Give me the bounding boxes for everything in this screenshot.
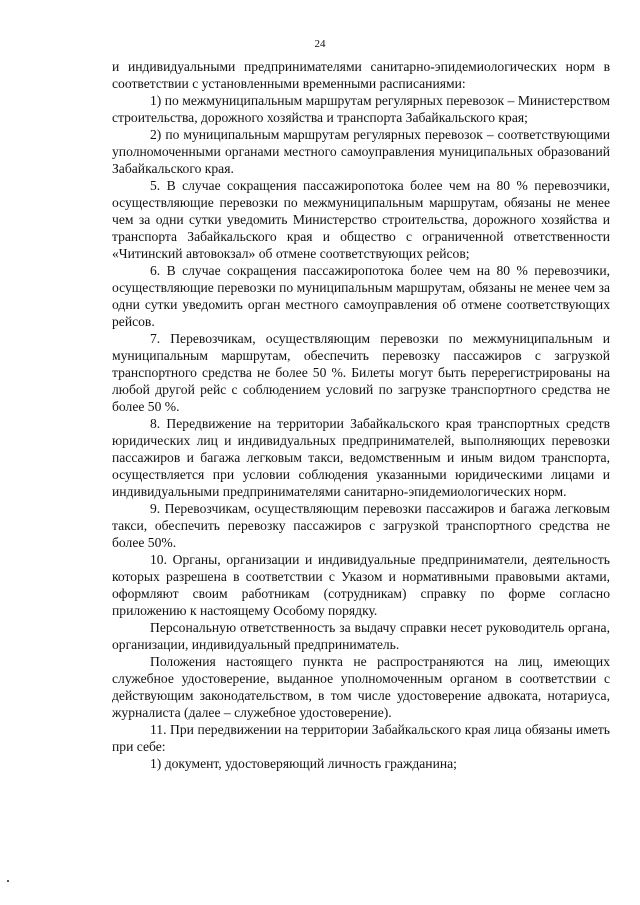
paragraph-item-6: 6. В случае сокращения пассажиропотока более чем на 80 % перевозчики, осуществляющие перевозки по муниципальным маршрутам, обязаны не менее чем за одни сутки уведомить орган местного самоуправления об отмене соответствующих рейсов. [112, 263, 610, 329]
paragraph-item-5: 5. В случае сокращения пассажиропотока более чем на 80 % перевозчики, осуществляющие перевозки по межмуниципальным маршрутам, обязаны не менее чем за одни сутки уведомить Министерство строительства, дорожного хозяйства и транспорта Забайкальского края и общество с ограниченной ответственности «Читинский автовокзал» об отмене соответствующих рейсов; [112, 178, 610, 261]
paragraph-exemption: Положения настоящего пункта не распространяются на лиц, имеющих служебное удостоверение, выданное уполномоченным органом в соответствии с действующим законодательством, в том числе удостоверение адвоката, нотариуса, журналиста (далее – служебное удостоверение). [112, 654, 610, 720]
paragraph-item-9: 9. Перевозчикам, осуществляющим перевозки пассажиров и багажа легковым такси, обеспечить перевозку пассажиров с загрузкой транспортного средства не более 50%. [112, 501, 610, 550]
paragraph-responsibility: Персональную ответственность за выдачу справки несет руководитель органа, организации, индивидуальный предприниматель. [112, 620, 610, 652]
page-number: 24 [314, 38, 326, 50]
paragraph-subitem-id-document: 1) документ, удостоверяющий личность гражданина; [150, 756, 457, 771]
paragraph-item-8: 8. Передвижение на территории Забайкальского края транспортных средств юридических лиц и индивидуальных предпринимателей, выполняющих перевозки пассажиров и багажа легковым такси, ведомственным и иным видом транспорта, осуществляется при условии соблюдения указанными юридическими лицами и индивидуальными предпринимателями санитарно-эпидемиологических норм. [112, 416, 610, 499]
paragraph-subitem-2: 2) по муниципальным маршрутам регулярных перевозок – соответствующими уполномоченными органами местного самоуправления муниципальных образований Забайкальского края. [112, 127, 610, 176]
paragraph-item-11: 11. При передвижении на территории Забайкальского края лица обязаны иметь при себе: [112, 722, 610, 754]
paragraph-continuation: и индивидуальными предпринимателями санитарно-эпидемиологических норм в соответствии с установленными временными расписаниями: [112, 59, 610, 91]
scan-speck [7, 880, 9, 882]
paragraph-subitem-1: 1) по межмуниципальным маршрутам регулярных перевозок – Министерством строительства, дорожного хозяйства и транспорта Забайкальского края; [112, 93, 610, 125]
paragraph-item-7: 7. Перевозчикам, осуществляющим перевозки по межмуниципальным и муниципальным маршрутам, обеспечить перевозку пассажиров с загрузкой транспортного средства не более 50 %. Билеты могут быть перерегистрированы на любой другой рейс с соблюдением условий по загрузке транспортного средства не более 50 %. [112, 331, 610, 414]
paragraph-item-10: 10. Органы, организации и индивидуальные предприниматели, деятельность которых разрешена в соответствии с Указом и нормативными правовыми актами, оформляют своим работникам (сотрудникам) справку по форме согласно приложению к настоящему Особому порядку. [112, 552, 610, 618]
document-body [112, 58, 610, 772]
